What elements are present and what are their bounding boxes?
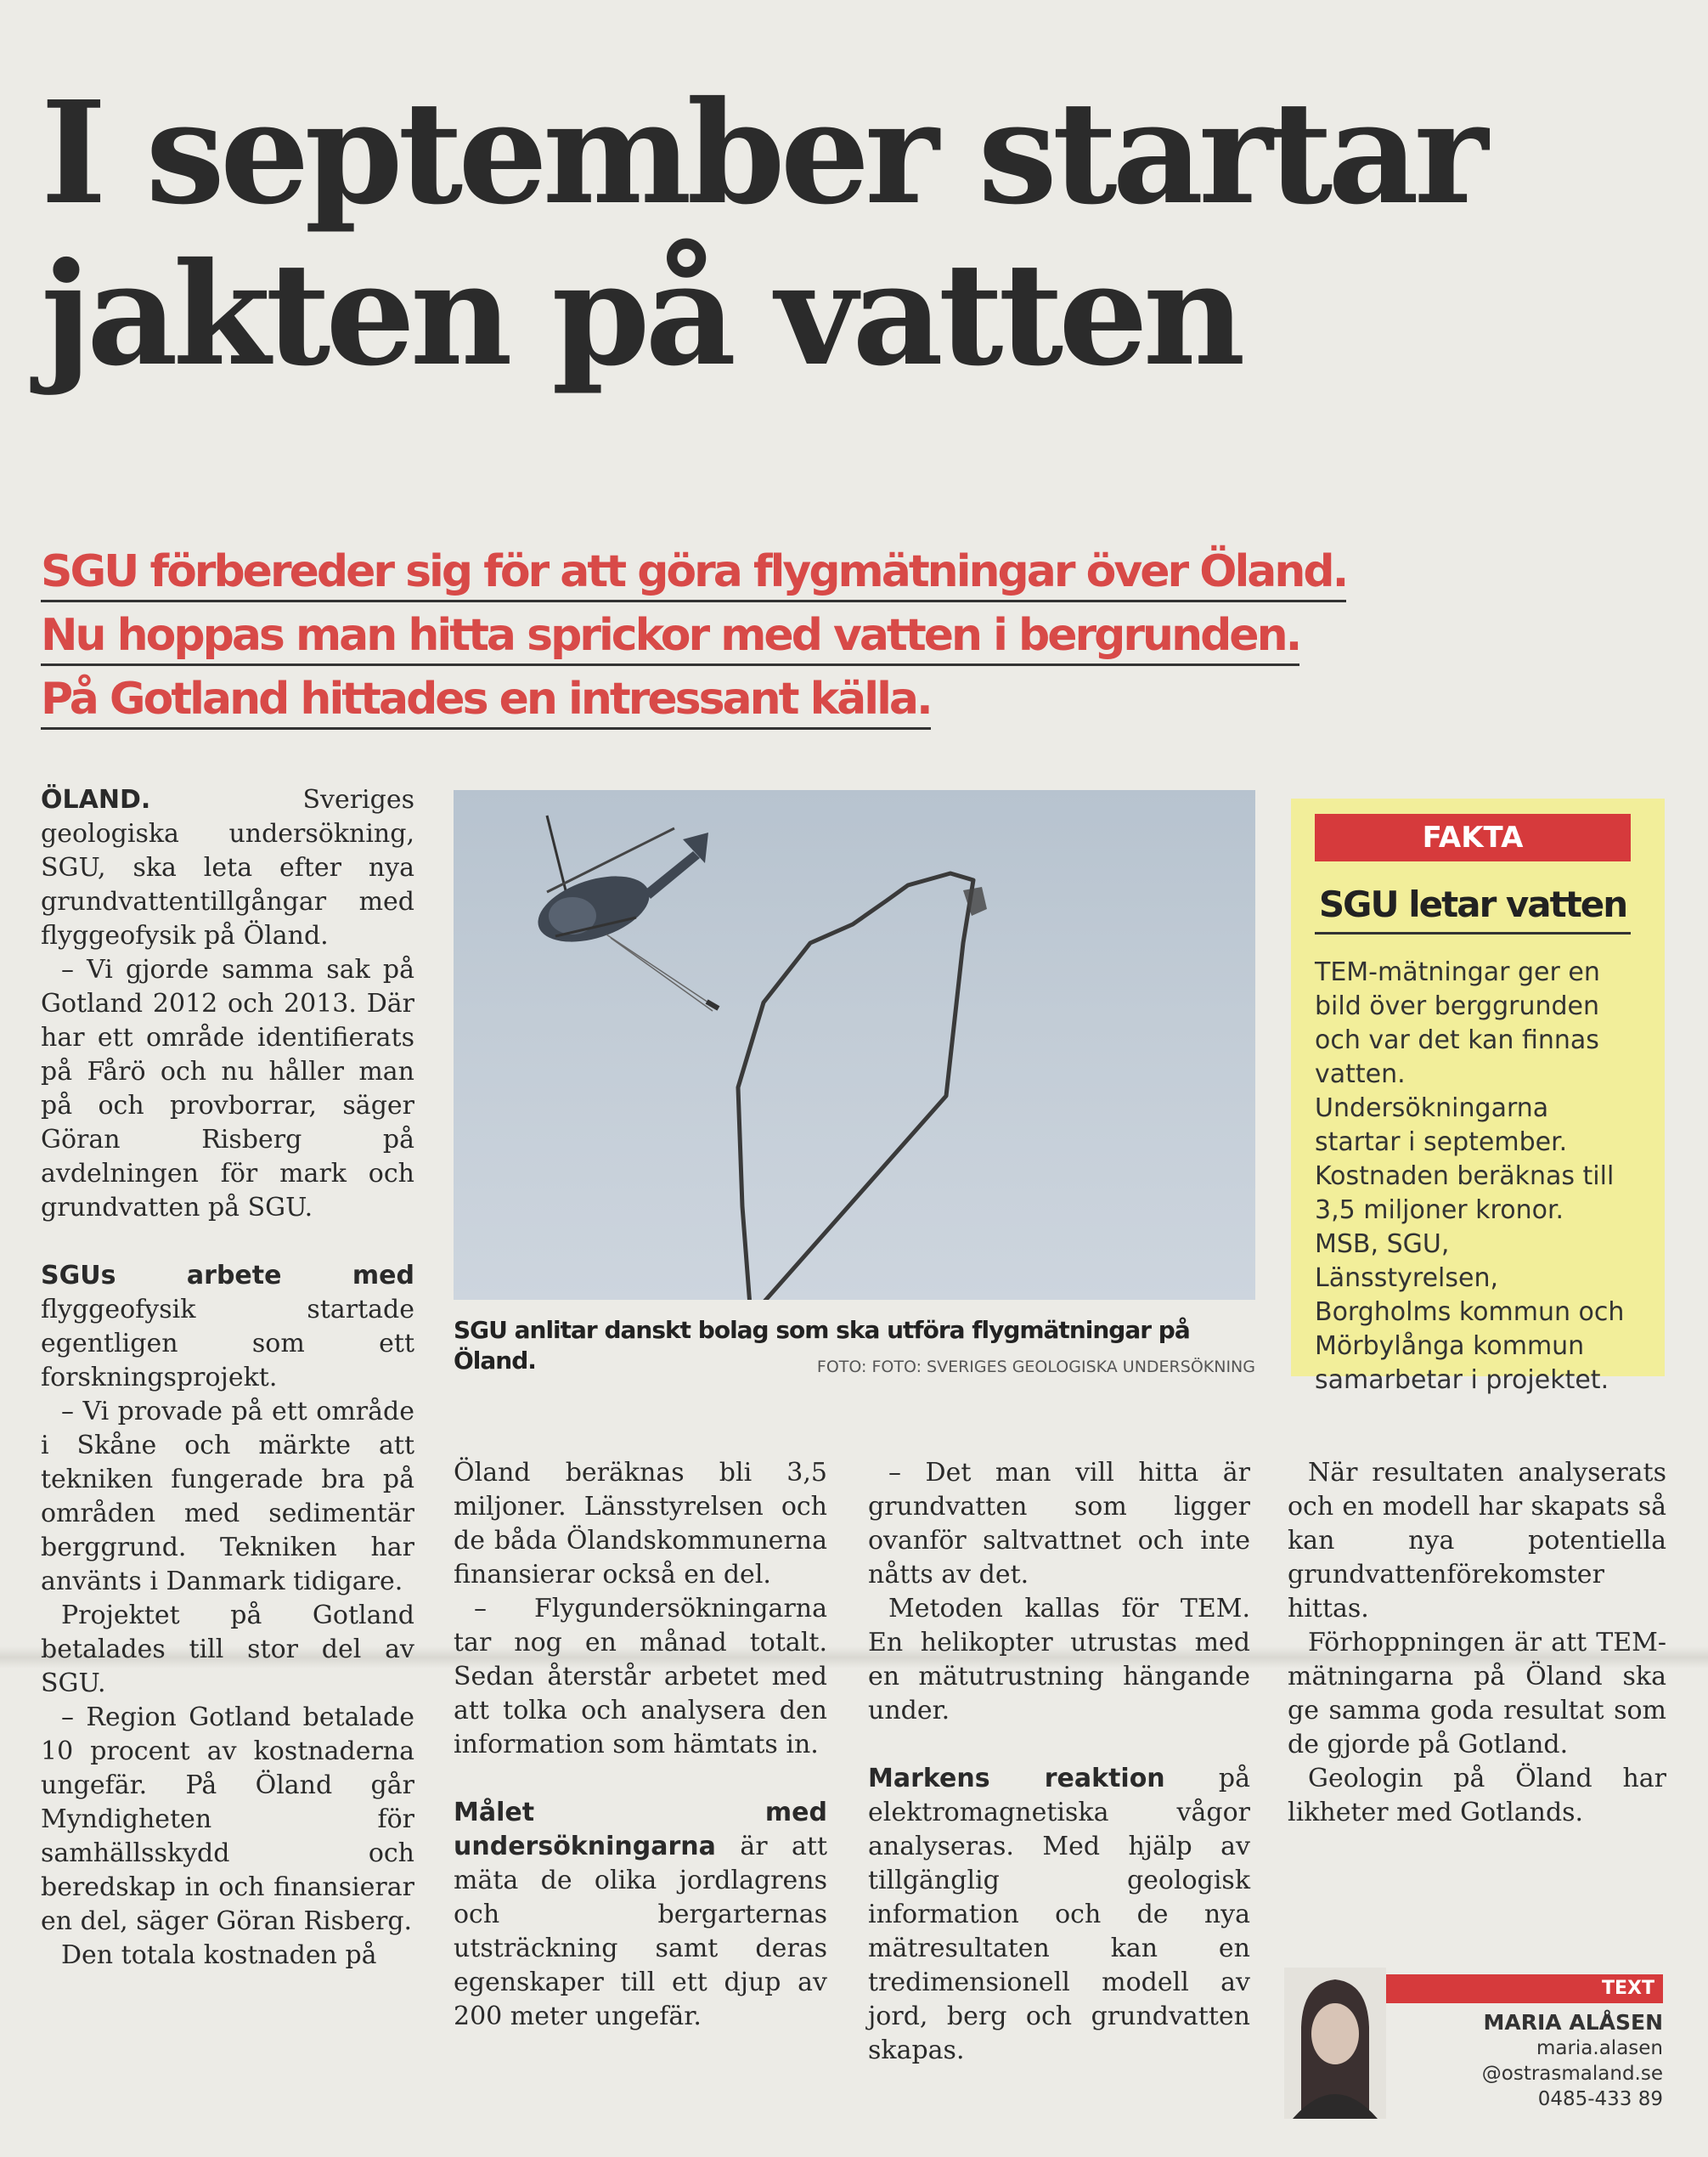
col1-paragraph-1: ÖLAND. Sveriges geologiska undersökning, SGU, ska leta efter nya grundvattentillgångar med flyggeofysik på Öland. — [41, 785, 414, 951]
helicopter-photo — [454, 790, 1255, 1300]
deck-line-1: SGU förbereder sig för att göra flygmätningar över Öland. — [41, 544, 1346, 602]
column-4 — [1288, 1456, 1666, 1830]
col2-paragraph-3: Målet med undersökningarna är att mäta de olika jordlagrens och bergarternas utsträckning samt deras egenskaper till ett djup av 200 meter ungefär. — [454, 1798, 827, 2031]
deck-line-3: På Gotland hittades en intressant källa. — [41, 671, 931, 730]
col4-paragraph-3: Geologin på Öland har likheter med Gotlands. — [1288, 1764, 1666, 1827]
col2-lead: Målet med undersökningarna — [454, 1798, 827, 1861]
author-photo — [1284, 1968, 1386, 2119]
photo-credit: FOTO: FOTO: SVERIGES GEOLOGISKA UNDERSÖKNING — [816, 1358, 1255, 1376]
byline-label: TEXT — [1386, 1974, 1663, 2003]
deck-line-2: Nu hoppas man hitta sprickor med vatten i bergrunden. — [41, 607, 1299, 666]
col1-paragraph-4: – Vi provade på ett område i Skåne och märkte att tekniken fungerade bra på områden med sedimentär berggrund. Tekniken har använts i Danmark tidigare. — [41, 1397, 414, 1596]
deck — [41, 544, 1570, 735]
fakta-body: TEM-mätningar ger en bild över berggrunden och var det kan finnas vatten. Undersökningarna startar i september. Kostnaden beräknas till 3,5 miljoner kronor. MSB, SGU, Länsstyrelsen, Borgholms kommun och Mörbylånga kommun samarbetar i projektet. — [1315, 957, 1625, 1395]
dateline: ÖLAND. — [41, 785, 151, 815]
column-3 — [868, 1456, 1250, 2068]
col1-lead: SGUs arbete med — [41, 1261, 414, 1290]
col3-paragraph-3: Markens reaktion på elektromagnetiska vågor analyseras. Med hjälp av tillgänglig geologisk information och de nya mätresultaten kan en tredimensionell modell av jord, berg och grundvatten skapas. — [868, 1764, 1250, 2065]
col3-lead: Markens reaktion — [868, 1764, 1165, 1793]
col4-paragraph-1: När resultaten analyserats och en modell har skapats så kan nya potentiella grundvattenförekomster hittas. — [1288, 1458, 1666, 1623]
author-name: MARIA ALÅSEN — [1483, 2010, 1663, 2035]
headline: I september startar jakten på vatten — [41, 71, 1484, 398]
col1-paragraph-2: – Vi gjorde samma sak på Gotland 2012 och 2013. Där har ett område identifierats på Fårö och nu håller man på och provborrar, säger Göran Risberg på avdelningen för mark och grundvatten på SGU. — [41, 955, 414, 1222]
column-2 — [454, 1456, 827, 2034]
col1-paragraph-3: SGUs arbete med flyggeofysik startade egentligen som ett forskningsprojekt. — [41, 1261, 414, 1392]
author-email-domain: @ostrasmaland.se — [1481, 2063, 1663, 2085]
col3-paragraph-1: – Det man vill hitta är grundvatten som ligger ovanför saltvattnet och inte nåtts av det. — [868, 1458, 1250, 1590]
helicopter-icon — [530, 816, 720, 1011]
author-phone: 0485-433 89 — [1537, 2088, 1663, 2110]
col1-paragraph-7: Den totala kostnaden på — [61, 1940, 377, 1970]
col3-paragraph-2: Metoden kallas för TEM. En helikopter utrustas med en mätutrustning hängande under. — [868, 1594, 1250, 1725]
photo-caption: SGU anlitar danskt bolag som ska utföra flygmätningar på Öland. — [454, 1316, 1190, 1375]
helicopter-photo-graphic — [454, 790, 1255, 1300]
author-email: maria.alasen — [1536, 2037, 1663, 2059]
fakta-label: FAKTA — [1315, 814, 1631, 861]
tem-frame — [738, 873, 973, 1300]
col2-paragraph-2: – Flygundersökningarna tar nog en månad totalt. Sedan återstår arbetet med att tolka och analysera den information som hämtats in. — [454, 1594, 827, 1759]
column-1 — [41, 783, 414, 1973]
byline — [1386, 2010, 1663, 2112]
col1-paragraph-5: Projektet på Gotland betalades till stor del av SGU. — [41, 1601, 414, 1698]
col4-paragraph-2: Förhoppningen är att TEM-mätningarna på Öland ska ge samma goda resultat som de gjorde på Gotland. — [1288, 1628, 1666, 1759]
col2-paragraph-1: Öland beräknas bli 3,5 miljoner. Länsstyrelsen och de båda Ölandskommunerna finansierar också en del. — [454, 1458, 827, 1590]
fakta-title: SGU letar vatten — [1315, 884, 1631, 935]
fakta-box — [1291, 799, 1665, 1395]
col1-paragraph-6: – Region Gotland betalade 10 procent av kostnaderna ungefär. På Öland går Myndigheten för samhällsskydd och beredskap in och finansierar en del, säger Göran Risberg. — [41, 1702, 414, 1936]
